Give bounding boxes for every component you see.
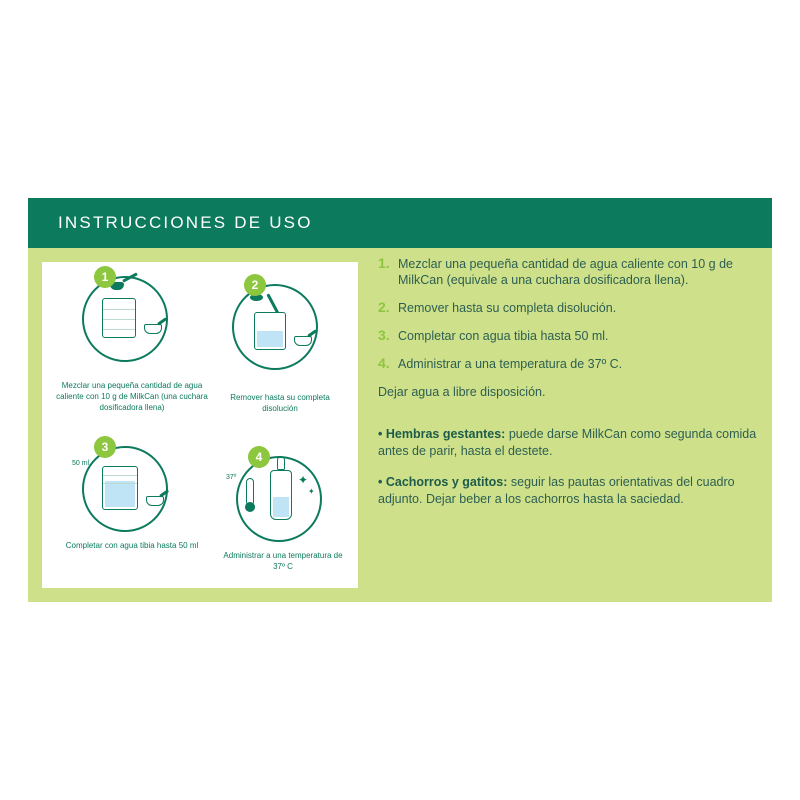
illustration-card xyxy=(42,262,358,588)
step-3-caption: Completar con agua tibia hasta 50 ml xyxy=(65,541,199,550)
glass-icon xyxy=(102,298,136,338)
glass-water xyxy=(105,481,135,507)
page-title: INSTRUCCIONES DE USO xyxy=(58,213,313,232)
glass-icon xyxy=(102,466,138,510)
bullet-lead: • Hembras gestantes: xyxy=(378,427,506,441)
instruction-number: 4. xyxy=(378,355,390,371)
bullet-lead: • Cachorros y gatitos: xyxy=(378,475,508,489)
bottle-milk xyxy=(273,497,289,517)
step-4-graphic xyxy=(214,448,354,558)
instruction-text: Mezclar una pequeña cantidad de agua caliente con 10 g de MilkCan (equivale a una cuchara dosificadora llena). xyxy=(398,257,733,287)
thermometer-bulb-icon xyxy=(245,502,255,512)
instruction-item xyxy=(378,328,758,344)
instruction-text: Completar con agua tibia hasta 50 ml. xyxy=(398,329,609,343)
step-3-graphic xyxy=(60,438,200,548)
baby-bottle-icon xyxy=(270,470,292,520)
instruction-item xyxy=(378,300,758,316)
step-4-caption: Administrar a una temperatura de 37º C xyxy=(223,551,343,571)
glass-line xyxy=(103,329,135,330)
measuring-scoop-icon xyxy=(146,496,164,506)
measuring-scoop-icon xyxy=(144,324,162,334)
instructions-text-column xyxy=(378,256,758,596)
sparkle-small-icon: ✦ xyxy=(308,487,315,496)
step-1-graphic xyxy=(60,268,200,386)
sparkle-icon: ✦ xyxy=(298,473,309,487)
step-2-caption: Remover hasta su completa disolución xyxy=(230,393,330,413)
step-3-badge: 3 xyxy=(94,436,116,458)
glass-line xyxy=(103,475,137,476)
step-1-caption: Mezclar una pequeña cantidad de agua caliente con 10 g de MilkCan (una cuchara dosificadora llena) xyxy=(56,381,208,412)
panel-body xyxy=(28,248,772,602)
bullet-item-pregnant xyxy=(378,426,758,460)
instruction-number: 1. xyxy=(378,255,390,271)
instruction-number: 2. xyxy=(378,299,390,315)
measuring-scoop-icon xyxy=(294,336,312,346)
glass-line xyxy=(103,319,135,320)
spacer xyxy=(378,412,758,426)
bottle-nipple-icon xyxy=(277,456,285,470)
bullet-text: seguir las pautas orientativas del cuadro adjunto. Dejar beber a los cachorros hasta la saciedad. xyxy=(378,475,735,506)
instructions-panel xyxy=(28,198,772,602)
step-1-badge: 1 xyxy=(94,266,116,288)
bullet-item-puppies xyxy=(378,474,758,508)
glass-line xyxy=(103,483,137,484)
instruction-text: Remover hasta su completa disolución. xyxy=(398,301,617,315)
step-2-badge: 2 xyxy=(244,274,266,296)
glass-line xyxy=(103,309,135,310)
instruction-item xyxy=(378,356,758,372)
step-4-badge: 4 xyxy=(248,446,270,468)
bullet-text: puede darse MilkCan como segunda comida antes de parir, hasta el destete. xyxy=(378,427,757,458)
panel-header xyxy=(28,198,772,248)
note-text: Dejar agua a libre disposición. xyxy=(378,385,546,399)
glass-icon xyxy=(254,312,286,350)
instruction-item xyxy=(378,256,758,288)
step-4-temperature-label: 37º xyxy=(226,474,237,481)
step-2-graphic xyxy=(210,276,350,394)
step-3-volume-label: 50 ml. xyxy=(72,460,92,467)
glass-water xyxy=(257,331,283,347)
instruction-text: Administrar a una temperatura de 37º C. xyxy=(398,357,623,371)
instruction-number: 3. xyxy=(378,327,390,343)
